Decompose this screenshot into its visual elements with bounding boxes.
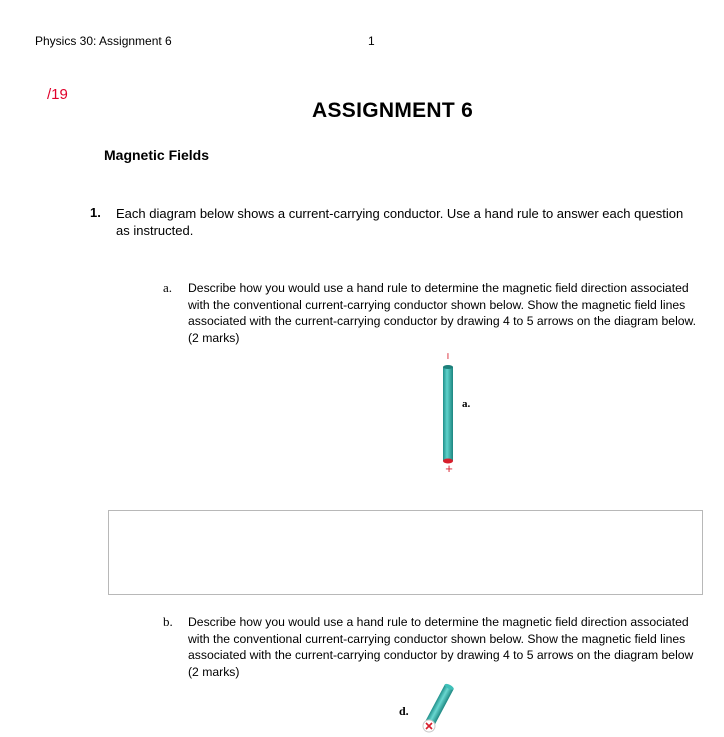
conductor-diagram-d (418, 678, 458, 737)
question-text: Each diagram below shows a current-carrying conductor. Use a hand rule to answer each question as instructed. (116, 206, 684, 238)
header-page-number: 1 (368, 34, 375, 48)
positive-terminal-sign: + (445, 461, 453, 476)
diagram-d-label: d. (399, 704, 409, 718)
section-heading: Magnetic Fields (104, 147, 210, 163)
page-title: ASSIGNMENT 6 (312, 99, 474, 122)
score-total: /19 (47, 86, 68, 103)
part-b-letter: b. (163, 614, 173, 629)
header-course-title: Physics 30: Assignment 6 (35, 34, 172, 48)
conductor-body (443, 365, 453, 461)
current-into-page-icon (423, 720, 435, 732)
part-a-text: Describe how you would use a hand rule to determine the magnetic field direction associated with the conventional current-carrying conductor shown below. Show the magnetic field lines associated with the current-carrying conductor by drawing 4 to 5 arrows on the diagram below. (2 marks) (188, 281, 697, 345)
negative-terminal-sign: − (441, 352, 455, 360)
question-number: 1. (90, 205, 101, 220)
conductor-diagram-a (430, 350, 470, 480)
part-b-text: Describe how you would use a hand rule to determine the magnetic field direction associated with the conventional current-carrying conductor shown below. Show the magnetic field lines associated with the current-carrying conductor by drawing 4 to 5 arrows on the diagram below (2 marks) (188, 615, 694, 679)
answer-box[interactable] (108, 510, 703, 595)
diagram-a-label: a. (462, 398, 471, 410)
part-a-letter: a. (163, 280, 173, 295)
